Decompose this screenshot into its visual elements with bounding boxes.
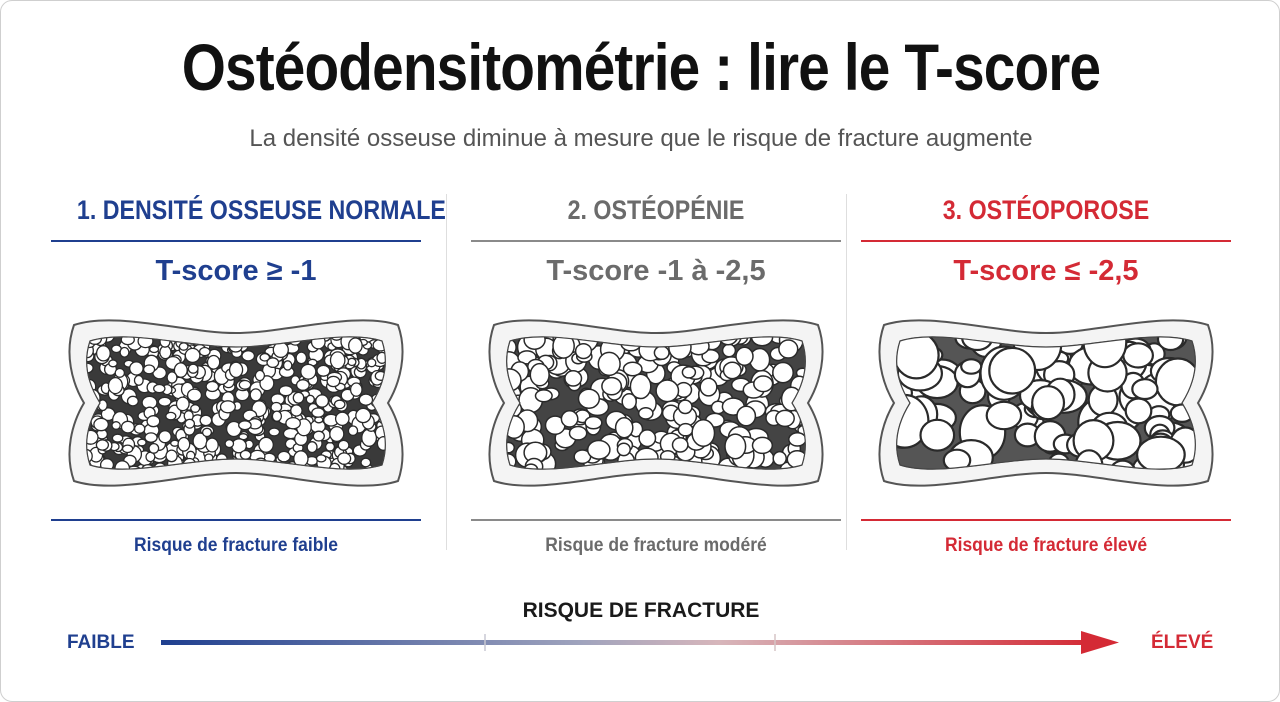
risk-label-normal: Risque de fracture faible: [133, 535, 338, 556]
page-title: Ostéodensitométrie : lire le T-score: [181, 30, 1101, 104]
risk-scale-low-label: FAIBLE: [67, 632, 135, 653]
trabecular-pattern: [80, 328, 392, 479]
risk-label-osteoporosis: Risque de fracture élevé: [944, 535, 1148, 556]
risk-label-osteopenia: Risque de fracture modéré: [545, 535, 767, 556]
divider-line: [51, 240, 421, 242]
column-heading-osteopenia: 2. OSTÉOPÉNIE: [567, 195, 745, 225]
column-separator: [846, 194, 847, 550]
divider-line: [471, 519, 841, 521]
column-osteopenia: [471, 191, 841, 561]
column-separator: [446, 194, 447, 550]
page-subtitle: La densité osseuse diminue à mesure que le risque de fracture augmente: [249, 125, 1033, 152]
divider-line: [861, 240, 1231, 242]
divider-line: [471, 240, 841, 242]
divider-line: [861, 519, 1231, 521]
column-heading-osteoporosis: 3. OSTÉOPOROSE: [942, 195, 1150, 225]
risk-scale-high-label: ÉLEVÉ: [1151, 632, 1214, 653]
tscore-normal: T-score ≥ -1: [155, 255, 317, 287]
divider-line: [51, 519, 421, 521]
risk-gradient-arrow-icon: [151, 627, 1131, 657]
dense-trabecular-bone-icon: [56, 303, 416, 503]
thinning-trabecular-bone-icon: [476, 303, 836, 503]
column-osteoporosis: [861, 191, 1231, 561]
column-heading-normal: 1. DENSITÉ OSSEUSE NORMALE: [76, 195, 446, 225]
risk-scale-title: RISQUE DE FRACTURE: [522, 599, 760, 622]
tscore-osteopenia: T-score -1 à -2,5: [546, 255, 766, 287]
column-normal: [51, 191, 446, 561]
tscore-osteoporosis: T-score ≤ -2,5: [953, 255, 1139, 287]
porous-trabecular-bone-icon: [866, 303, 1226, 503]
